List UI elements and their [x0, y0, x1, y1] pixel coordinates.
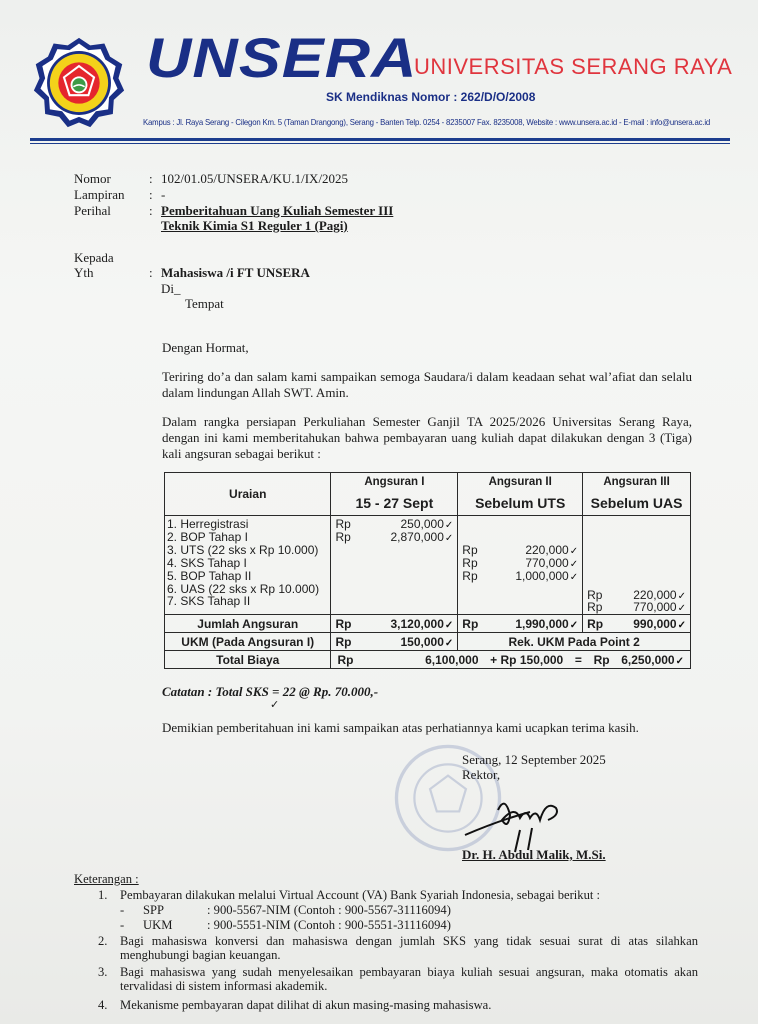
list-item: 6. UAS (22 sks x Rp 10.000) — [167, 581, 320, 596]
check-mark-icon: ✓ — [270, 699, 280, 711]
va-ukm-label: UKM — [143, 918, 173, 932]
di-text: Di_ — [161, 281, 181, 296]
ket-item-4: Mekanisme pembayaran dapat dilihat di akun masing-masing mahasiswa. — [120, 998, 492, 1012]
opening-paragraph: Teriring do’a dan salam kami sampaikan semoga Saudara/i dalam keadaan sehat wal’afiat dan selalu dalam lindungan Allah SWT. Amin. — [162, 369, 692, 400]
header-angsuran-1: Angsuran I — [331, 473, 458, 492]
total-row — [165, 651, 691, 669]
total-base: 6,100,000 — [425, 652, 479, 667]
currency: Rp — [587, 616, 604, 631]
header-divider-thin — [30, 143, 730, 144]
amount-line — [462, 570, 578, 583]
list-item: 7. SKS Tahap II — [167, 594, 251, 609]
colon: : — [149, 171, 153, 186]
amount-value: 1,000,000 — [515, 568, 569, 583]
check-mark-icon: ✓ — [569, 619, 579, 631]
recipient: Mahasiswa /i FT UNSERA — [161, 265, 310, 280]
total-cell — [331, 651, 691, 669]
currency: Rp — [462, 568, 478, 583]
amount-line — [335, 531, 453, 544]
items-list — [165, 516, 331, 615]
currency: Rp — [462, 555, 478, 570]
tempat-text: Tempat — [185, 296, 224, 311]
check-mark-icon: ✓ — [444, 520, 454, 531]
nomor-value: 102/01.05/UNSERA/KU.1/IX/2025 — [161, 171, 349, 186]
check-mark-icon: ✓ — [677, 590, 686, 602]
table-header-row — [165, 473, 691, 492]
list-item: 4. SKS Tahap I — [167, 555, 247, 570]
signatory-title: Rektor, — [462, 767, 501, 782]
perihal-label: Perihal — [74, 203, 111, 218]
ukm-amount-cell — [331, 633, 458, 651]
jumlah-3 — [583, 615, 691, 633]
university-name: UNIVERSITAS SERANG RAYA — [414, 54, 733, 79]
amount-value: 220,000 — [633, 587, 677, 602]
check-mark-icon: ✓ — [569, 558, 579, 570]
va-dash: - — [120, 918, 125, 932]
jumlah-value: 3,120,000 — [390, 616, 444, 631]
signatory-name: Dr. H. Abdul Malik, M.Si. — [462, 847, 606, 862]
colon: : — [149, 187, 153, 202]
colon: : — [149, 203, 153, 218]
closing-paragraph: Demikian pemberitahuan ini kami sampaikan atas perhatiannya kami ucapkan terima kasih. — [162, 720, 639, 735]
lampiran-label: Lampiran — [74, 187, 125, 202]
ket-item-3: Bagi mahasiswa yang sudah menyelesaikan pembayaran biaya kuliah sesuai angsuran, maka otomatis akan tervalidasi di sistem informasi akademik. — [120, 965, 698, 993]
ukm-row — [165, 633, 691, 651]
check-mark-icon: ✓ — [569, 571, 579, 583]
angsuran-3-amounts — [583, 516, 691, 615]
ket-num-4: 4. — [98, 998, 108, 1012]
amount-value: 770,000 — [525, 555, 569, 570]
va-spp-value: : 900-5567-NIM (Contoh : 900-5567-31116094) — [207, 903, 451, 917]
ket-num-1: 1. — [98, 888, 108, 902]
kepada-label: Kepada — [74, 250, 114, 265]
va-ukm-value: : 900-5551-NIM (Contoh : 900-5551-31116094) — [207, 918, 451, 932]
amount-value: 770,000 — [633, 600, 677, 615]
currency: Rp — [587, 587, 603, 602]
total-label: Total Biaya — [165, 651, 331, 669]
amount-value: 250,000 — [400, 517, 444, 531]
va-spp-label: SPP — [143, 903, 165, 917]
colon: : — [149, 265, 153, 280]
equals-sign: = — [574, 652, 582, 667]
check-mark-icon: ✓ — [444, 637, 454, 649]
amount-value: 2,870,000 — [390, 529, 444, 544]
header-uraian: Uraian — [165, 473, 331, 516]
currency: Rp — [335, 616, 352, 631]
lampiran-value: - — [161, 187, 166, 202]
salutation: Dengan Hormat, — [162, 340, 249, 355]
total-plus-ukm: + Rp 150,000 — [490, 652, 564, 667]
perihal-line2: Teknik Kimia S1 Reguler 1 (Pagi) — [161, 218, 348, 233]
jumlah-row — [165, 615, 691, 633]
check-mark-icon: ✓ — [569, 545, 579, 557]
intro-paragraph: Dalam rangka persiapan Perkuliahan Semester Ganjil TA 2025/2026 Universitas Serang Raya, dengan ini kami memberitahukan bahwa pembayaran uang kuliah dapat dilakukan dengan 3 (Tiga) kali angsuran sebagai berikut : — [162, 414, 692, 461]
ukm-label: UKM (Pada Angsuran I) — [165, 633, 331, 651]
ket-item-2: Bagi mahasiswa konversi dan mahasiswa dengan jumlah SKS yang tidak sesuai surat di atas silahkan menghubungi bagian keuangan. — [120, 934, 698, 962]
sks-note: Catatan : Total SKS = 22 @ Rp. 70.000,- — [162, 684, 379, 699]
ket-item-1: Pembayaran dilakukan melalui Virtual Account (VA) Bank Syariah Indonesia, sebagai berikut : — [120, 888, 601, 902]
ukm-note: Rek. UKM Pada Point 2 — [458, 633, 691, 651]
jumlah-1 — [331, 615, 458, 633]
sk-mendiknas: SK Mendiknas Nomor : 262/D/O/2008 — [326, 90, 536, 104]
jumlah-label: Jumlah Angsuran — [165, 615, 331, 633]
period-angsuran-3: Sebelum UAS — [583, 492, 691, 516]
header-angsuran-3: Angsuran III — [583, 473, 691, 492]
installment-table — [164, 472, 691, 669]
amount-value: 220,000 — [525, 542, 569, 557]
period-angsuran-2: Sebelum UTS — [458, 492, 583, 516]
place-date: Serang, 12 September 2025 — [462, 752, 606, 767]
table-items-row — [165, 516, 691, 615]
jumlah-2 — [458, 615, 583, 633]
currency: Rp — [335, 529, 351, 544]
currency: Rp — [335, 634, 352, 649]
angsuran-2-amounts — [458, 516, 583, 615]
list-item: 1. Herregistrasi — [167, 517, 249, 531]
keterangan-heading: Keterangan : — [74, 872, 139, 886]
list-item: 2. BOP Tahap I — [167, 529, 248, 544]
currency: Rp — [337, 652, 354, 667]
period-angsuran-1: 15 - 27 Sept — [331, 492, 458, 516]
currency: Rp — [462, 616, 479, 631]
perihal-line1: Pemberitahuan Uang Kuliah Semester III — [161, 203, 394, 218]
list-item: 5. BOP Tahap II — [167, 568, 252, 583]
unsera-logo-icon — [32, 36, 126, 130]
currency: Rp — [587, 600, 603, 615]
header-angsuran-2: Angsuran II — [458, 473, 583, 492]
ket-num-2: 2. — [98, 934, 108, 948]
ukm-amount: 150,000 — [400, 634, 444, 649]
jumlah-value: 1,990,000 — [515, 616, 569, 631]
check-mark-icon: ✓ — [677, 603, 686, 615]
currency: Rp — [593, 652, 610, 667]
check-mark-icon: ✓ — [444, 619, 454, 631]
brand-wordmark: UNSERA — [146, 26, 418, 89]
ket-num-3: 3. — [98, 965, 108, 979]
campus-address: Kampus : Jl. Raya Serang - Cilegon Km. 5 (Taman Drangong), Serang - Banten Telp. 0254 - 8235007 Fax. 8235008, Website : www.unsera.ac.id - E-mail : info@unsera.ac.id — [143, 117, 711, 127]
angsuran-1-amounts — [331, 516, 458, 615]
total-final: 6,250,000 — [621, 652, 675, 667]
check-mark-icon: ✓ — [675, 655, 684, 667]
amount-line — [587, 601, 686, 614]
currency: Rp — [335, 517, 351, 531]
header-divider — [30, 138, 730, 141]
check-mark-icon: ✓ — [677, 619, 686, 631]
currency: Rp — [462, 542, 478, 557]
va-dash: - — [120, 903, 125, 917]
jumlah-value: 990,000 — [633, 616, 677, 631]
nomor-label: Nomor — [74, 171, 111, 186]
check-mark-icon: ✓ — [444, 532, 454, 544]
yth-label: Yth — [74, 265, 94, 280]
list-item: 3. UTS (22 sks x Rp 10.000) — [167, 542, 319, 557]
